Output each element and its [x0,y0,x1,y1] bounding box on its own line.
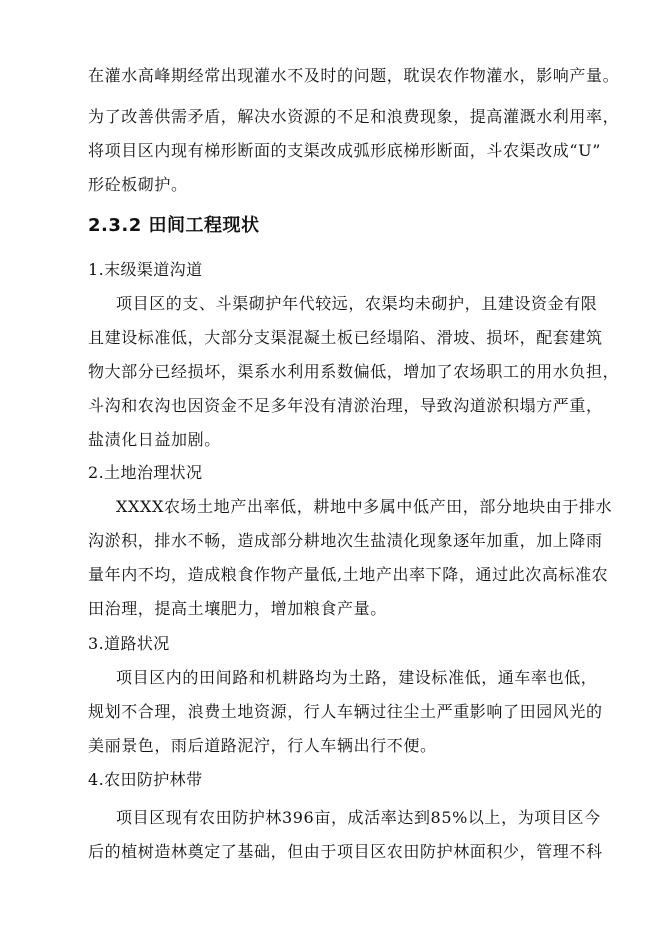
intro-line-1: 在灌水高峰期经常出现灌水不及时的问题，耽误农作物灌水，影响产量。 [88,66,620,85]
sub3-line-2: 规划不合理，浪费土地资源，行人车辆过往尘土严重影响了田园风光的 [88,702,603,721]
sub1-line-3: 物大部分已经损坏，渠系水利用系数偏低，增加了农场职工的用水负担， [88,362,620,381]
subsection-2-title: 2.土地治理状况 [88,463,203,482]
sub2-line-4: 田治理，提高土壤肥力，增加粮食产量。 [88,599,387,618]
subsection-1-title: 1.末级渠道沟道 [88,260,203,279]
sub3-line-1: 项目区内的田间路和机耕路均为土路，建设标准低，通车率也低， [116,668,598,687]
sub1-line-1: 项目区的支、斗渠砌护年代较远，农渠均未砌护，且建设资金有限 [116,294,598,313]
sub1-line-2: 且建设标准低，大部分支渠混凝土板已经塌陷、滑坡、损坏，配套建筑 [88,328,603,347]
sub3-line-3: 美丽景色，雨后道路泥泞，行人车辆出行不便。 [88,736,437,755]
sub2-line-2: 沟淤积，排水不畅，造成部分耕地次生盐渍化现象逐年加重，加上降雨 [88,531,603,550]
sub4-line-2: 后的植树造林奠定了基础，但由于项目区农田防护林面积少，管理不科 [88,842,603,861]
subsection-3-title: 3.道路状况 [88,634,170,653]
intro-line-2: 为了改善供需矛盾，解决水资源的不足和浪费现象，提高灌溉水利用率， [88,107,620,126]
intro-line-3: 将项目区内现有梯形断面的支渠改成弧形底梯形断面，斗农渠改成“U” [88,141,602,160]
sub2-line-3: 量年内不均，造成粮食作物产量低,土地产出率下降，通过此次高标准农 [88,565,609,584]
sub1-line-4: 斗沟和农沟也因资金不足多年没有清淤治理，导致沟道淤积塌方严重， [88,396,603,415]
subsection-4-title: 4.农田防护林带 [88,770,203,789]
sub1-line-5: 盐渍化日益加剧。 [88,430,221,449]
section-heading: 2.3.2 田间工程现状 [88,215,260,236]
sub4-line-1: 项目区现有农田防护林396亩，成活率达到85%以上，为项目区今 [116,808,601,827]
sub2-line-1: XXXX农场土地产出率低，耕地中多属中低产田，部分地块由于排水 [116,497,613,516]
intro-line-4: 形砼板砌护。 [88,175,188,194]
